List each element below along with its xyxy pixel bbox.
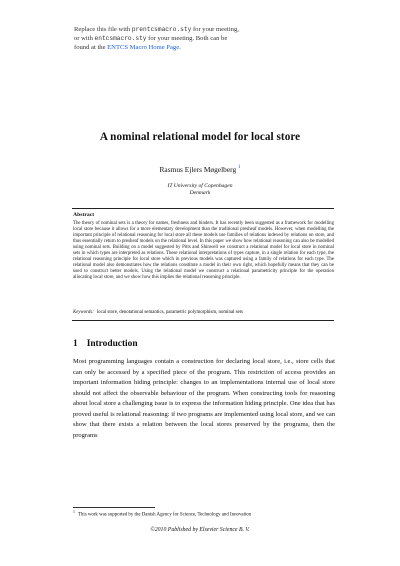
footnote-mark: 1 bbox=[73, 510, 75, 514]
footnote-text: This work was supported by the Danish Agency for Science, Technology and Innovation bbox=[77, 512, 252, 518]
section-title: Introduction bbox=[86, 339, 138, 349]
abstract-text: The theory of nominal sets is a theory for names, freshness and binders. It has recently been suggested as a framework for modelling local store because it allows for a more elementary development than the traditional presheaf models. However, when modelling the important principle of relational reasoning for local store all these models use families of relations indexed by relations on store, and thus essentially return to presheaf models on the relational level. In this paper we show how relational reasoning can also be modelled using nominal sets. Building on a model suggested by Pitts and Shinwell we construct a relational model for local store in nominal sets in which types are interpreted as relations. These relational interpretations of types capture, in a single relation for each type, the relational reasoning principle for local store which in previous models was captured using a family of relations for each type. The relational model also demonstrates how the relations constitute a model in their own right, which hopefully means that they can be used to construct better models. Using the relational model we construct a relational parametricity principle for the operation allocating local store, and we show how this implies the relational reasoning principle. bbox=[73, 221, 334, 281]
footnote bbox=[73, 509, 335, 519]
entcsmacro-filename: entcsmacro.sty bbox=[94, 35, 147, 43]
paper-title: A nominal relational model for local store bbox=[99, 131, 301, 143]
introduction-body bbox=[73, 357, 335, 441]
introduction-paragraph: Most programming languages contain a construction for declaring local store, i.e., store cells that can only be accessed by a specified piece of the program. This restriction of access provides an important information hiding principle: changes to an implementations internal use of local store should not affect the observable behaviour of the program. When constructing tools for reasoning about local store a challenging issue is to express the information hiding principle. One idea that has proved useful is relational reasoning: if two programs are implemented using local store, and we can show that there exists a relation between the local stores preserved by the programs, then the programs bbox=[73, 358, 335, 439]
footnote-rule bbox=[73, 507, 155, 508]
keywords bbox=[73, 310, 334, 316]
keywords-label: Keywords: bbox=[73, 310, 94, 315]
affiliation-country: Denmark bbox=[189, 190, 211, 197]
template-replacement-note bbox=[74, 25, 314, 53]
author-line bbox=[0, 165, 400, 174]
entcs-macro-home-page-link[interactable]: ENTCS Macro Home Page bbox=[107, 44, 180, 52]
author-footnote-link[interactable]: 1 bbox=[238, 164, 241, 170]
section-heading bbox=[73, 339, 138, 349]
keywords-text: local store, denotational semantics, parametric polymorphism, nominal sets bbox=[96, 310, 243, 315]
abstract-heading: Abstract bbox=[73, 212, 95, 218]
note-line-1: Replace this file with prentcsmacro.sty for your meeting, bbox=[74, 26, 239, 33]
author-name: Rasmus Ejlers Møgelberg bbox=[159, 165, 237, 174]
copyright-line: ©2010 Published by Elsevier Science B. V. bbox=[150, 527, 250, 533]
abstract-top-rule bbox=[72, 208, 334, 209]
affiliation-institution: IT University of Copenhagen bbox=[167, 183, 233, 189]
prentcsmacro-filename: prentcsmacro.sty bbox=[131, 26, 192, 33]
note-line-3: found at the ENTCS Macro Home Page. bbox=[74, 44, 181, 52]
abstract-body bbox=[73, 221, 334, 281]
affiliation bbox=[0, 183, 400, 197]
abstract-bottom-rule bbox=[72, 320, 334, 321]
section-number: 1 bbox=[73, 339, 78, 349]
note-line-2: or with entcsmacro.sty for your meeting. Both can be bbox=[74, 35, 228, 43]
